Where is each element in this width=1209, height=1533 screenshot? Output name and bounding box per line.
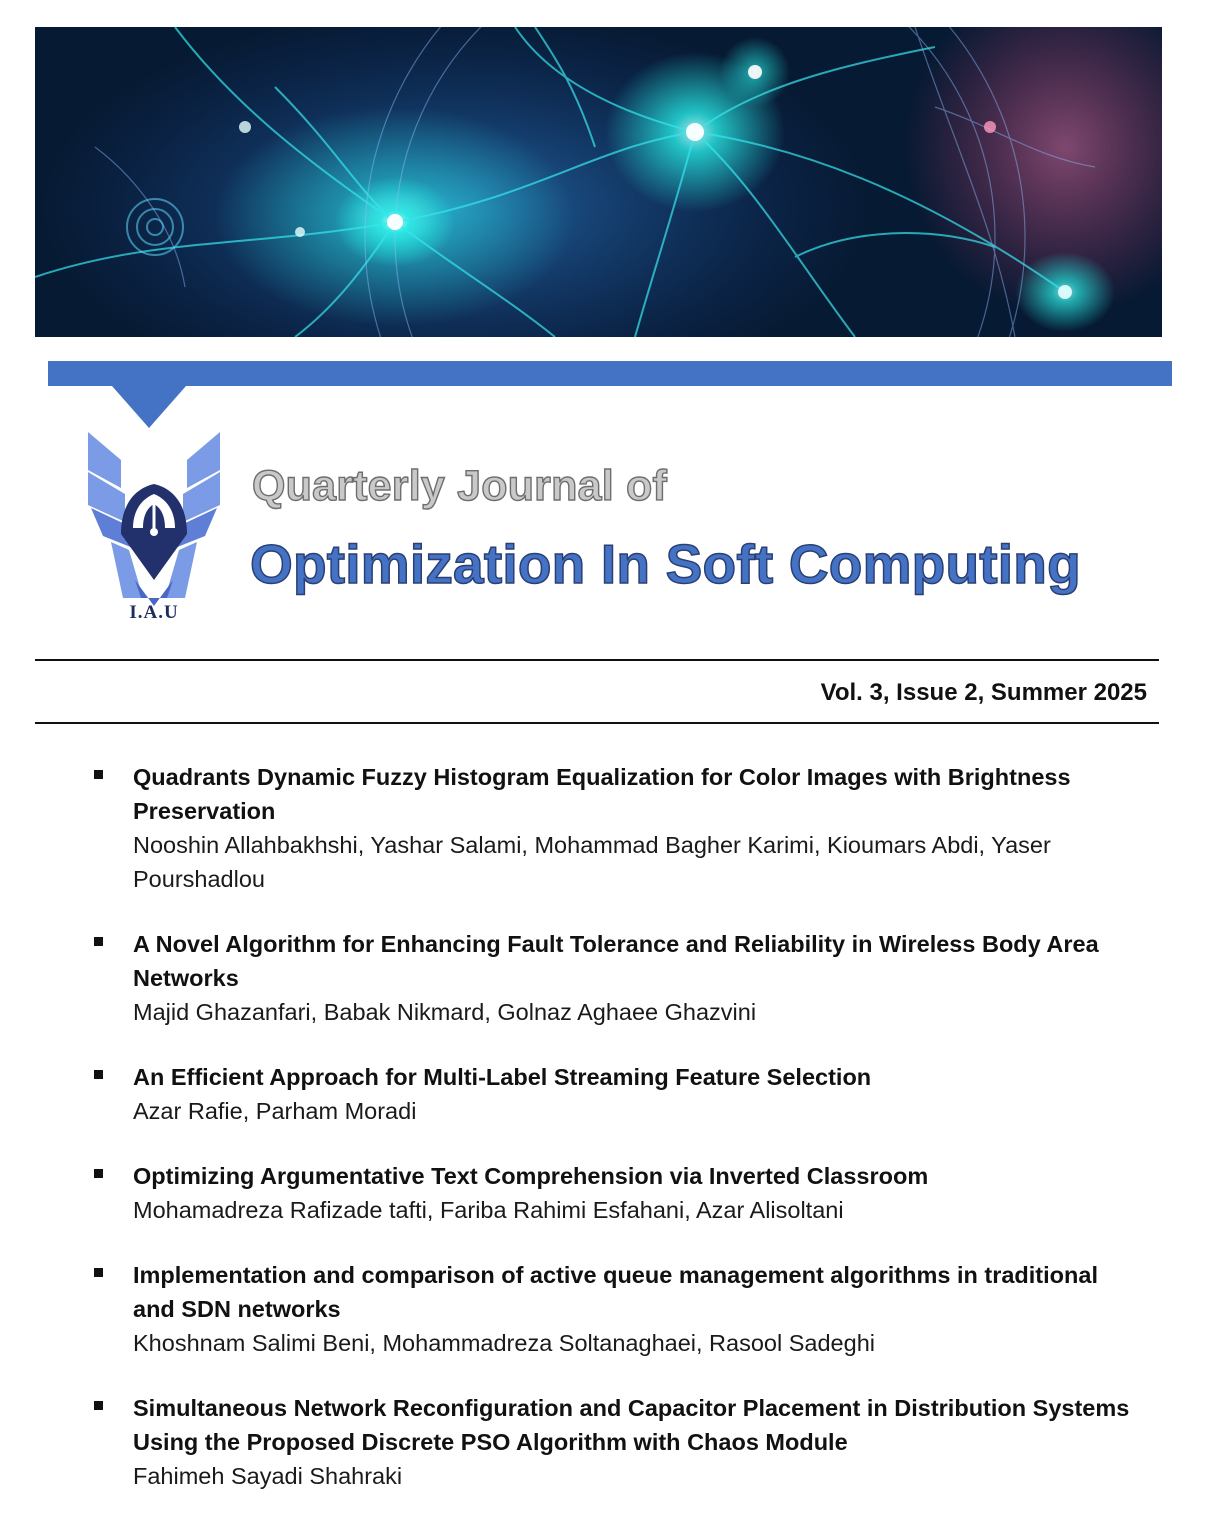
journal-kicker: Quarterly Journal of [252, 462, 667, 510]
header-bar [48, 361, 1172, 386]
article-title[interactable]: Quadrants Dynamic Fuzzy Histogram Equalization for Color Images with Brightness Preservation [133, 764, 1071, 824]
article-authors: Azar Rafie, Parham Moradi [133, 1098, 417, 1124]
article-authors: Nooshin Allahbakhshi, Yashar Salami, Mohammad Bagher Karimi, Kioumars Abdi, Yaser Pourshadlou [133, 832, 1051, 892]
article-title[interactable]: Optimizing Argumentative Text Comprehension via Inverted Classroom [133, 1163, 929, 1189]
article-item[interactable] [90, 927, 1130, 1029]
bullet-icon [94, 1070, 103, 1079]
article-title[interactable]: Implementation and comparison of active queue management algorithms in traditional and SDN networks [133, 1262, 1098, 1322]
article-item[interactable] [90, 1391, 1130, 1493]
header-bar-pointer [112, 386, 186, 428]
article-authors: Majid Ghazanfari, Babak Nikmard, Golnaz Aghaee Ghazvini [133, 999, 757, 1025]
journal-title: Optimization In Soft Computing [250, 533, 1081, 595]
issue-label: Vol. 3, Issue 2, Summer 2025 [820, 679, 1147, 706]
article-authors: Khoshnam Salimi Beni, Mohammadreza Soltanaghaei, Rasool Sadeghi [133, 1330, 875, 1356]
article-item[interactable] [90, 1258, 1130, 1360]
article-item[interactable] [90, 1060, 1130, 1128]
article-title[interactable]: An Efficient Approach for Multi-Label Streaming Feature Selection [133, 1064, 872, 1090]
iau-university-emblem-icon [83, 430, 225, 628]
divider-bottom [35, 722, 1159, 724]
bullet-icon [94, 1268, 103, 1277]
bullet-icon [94, 1401, 103, 1410]
bullet-icon [94, 770, 103, 779]
article-title[interactable]: A Novel Algorithm for Enhancing Fault Tolerance and Reliability in Wireless Body Area Networks [133, 931, 1099, 991]
divider-top [35, 659, 1159, 661]
article-authors: Mohamadreza Rafizade tafti, Fariba Rahimi Esfahani, Azar Alisoltani [133, 1197, 844, 1223]
article-item[interactable] [90, 1159, 1130, 1227]
iau-emblem-drawing [83, 430, 225, 628]
article-title[interactable]: Simultaneous Network Reconfiguration and Capacitor Placement in Distribution Systems Using the Proposed Discrete PSO Algorithm with Chaos Module [133, 1395, 1130, 1455]
article-authors: Fahimeh Sayadi Shahraki [133, 1463, 403, 1489]
neural-network-art [35, 27, 1162, 337]
logo-text: I.A.U [129, 602, 179, 623]
article-list [90, 760, 1130, 1524]
bullet-icon [94, 1169, 103, 1178]
bullet-icon [94, 937, 103, 946]
article-item[interactable] [90, 760, 1130, 896]
cover-banner-image [35, 27, 1162, 337]
